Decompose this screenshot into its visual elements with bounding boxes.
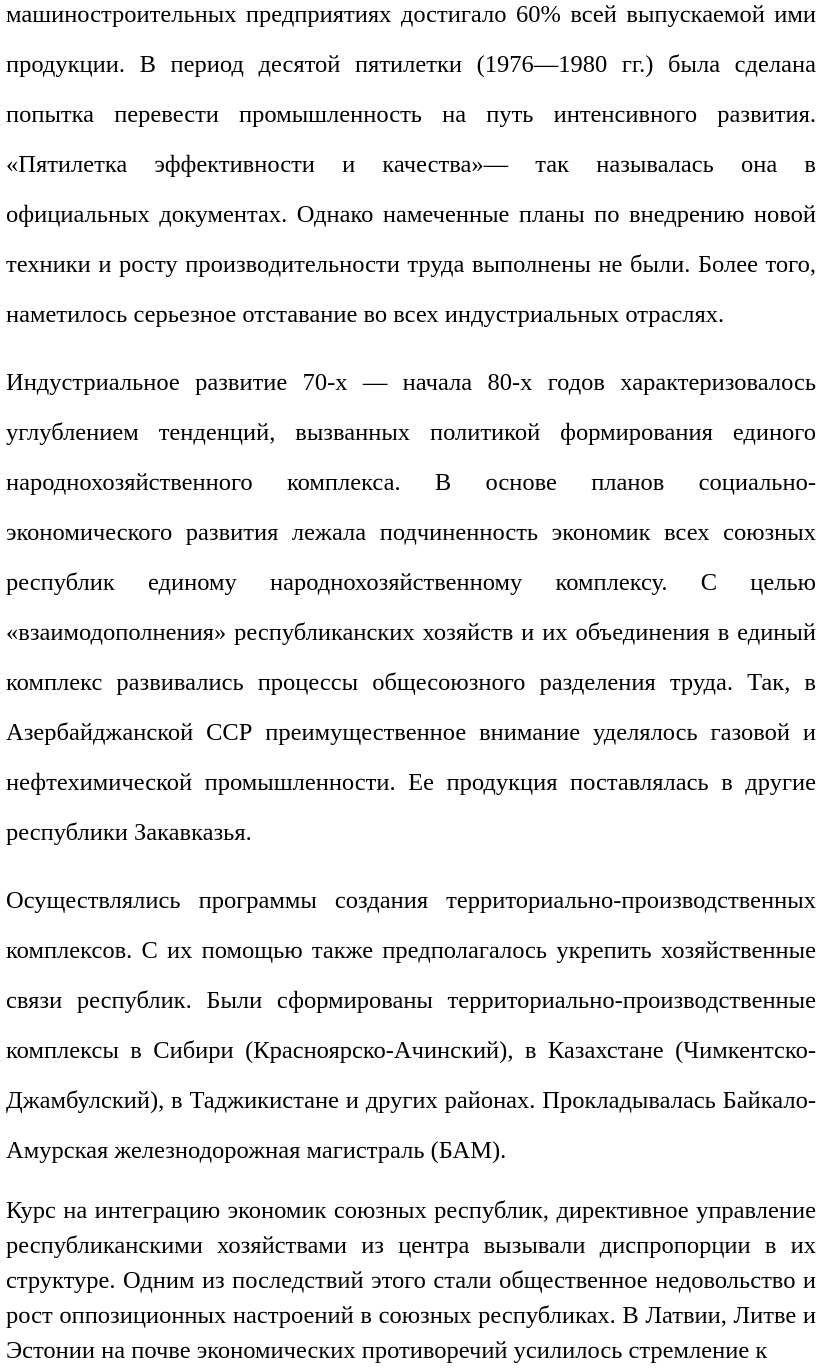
paragraph-industrial-development: Индустриальное развитие 70-х — начала 80-х годов характеризовалось углублением тенденций, вызванных политикой формирования единого народнохозяйственного комплекса. В основе планов социально-экономического развития лежала подчиненность экономик всех союзных республик единому народнохозяйственному комплексу. С целью «взаимодополнения» республиканских хозяйств и их объединения в единый комплекс развивались процессы общесоюзного разделения труда. Так, в Азербайджанской ССР преимущественное внимание уделялось газовой и нефтехимической промышленности. Ее продукция поставлялась в другие республики Закавказья. <box>6 369 816 846</box>
paragraph-five-year-plan: машиностроительных предприятиях достигало 60% всей выпускаемой ими продукции. В период десятой пятилетки (1976—1980 гг.) была сделана попытка перевести промышленность на путь интенсивного развития. «Пятилетка эффективности и качества»— так называлась она в официальных документах. Однако намеченные планы по внедрению новой техники и росту производительности труда выполнены не были. Более того, наметилось серьезное отставание во всех индустриальных отраслях. <box>6 1 816 328</box>
paragraph-territorial-complexes: Осуществлялись программы создания территориально-производственных комплексов. С их помощью также предполагалось укрепить хозяйственные связи республик. Были сформированы территориально-производственные комплексы в Сибири (Красноярско-Ачинский), в Казахстане (Чимкентско-Джамбулский), в Таджикистане и других районах. Прокладывалась Байкало-Амурская железнодорожная магистраль (БАМ). <box>6 887 816 1164</box>
paragraph-integration-course: Курс на интеграцию экономик союзных республик, директивное управление республиканскими хозяйствами из центра вызывали диспропорции в их структуре. Одним из последствий этого стали общественное недовольство и рост оппозиционных настроений в союзных республиках. В Латвии, Литве и Эстонии на почве экономических противоречий усилилось стремление к <box>6 1197 816 1364</box>
document-page <box>6 0 816 1368</box>
